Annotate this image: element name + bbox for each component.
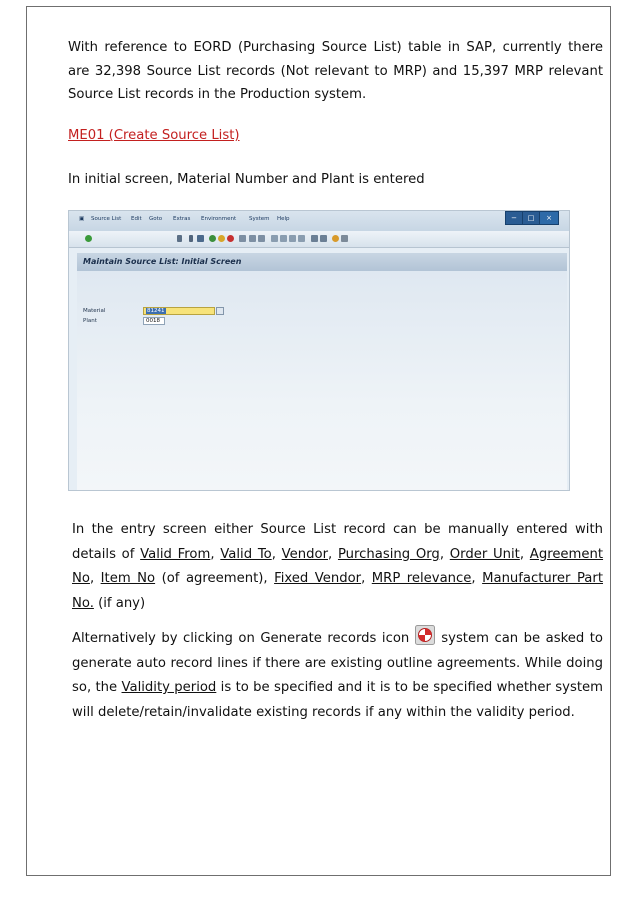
term-mrp-relevance: MRP relevance xyxy=(371,571,472,586)
new-session-icon[interactable] xyxy=(311,235,318,242)
intro-paragraph: With reference to EORD (Purchasing Source List) table in SAP, currently there are 32,398 Source List records (Not relevant to MRP) and 15,397 MRP relevant Source List records in the Production system. xyxy=(68,40,603,102)
shortcut-icon[interactable] xyxy=(320,235,327,242)
search-help-icon[interactable] xyxy=(216,307,224,315)
find-icon[interactable] xyxy=(249,235,256,242)
menu-extras[interactable]: Extras xyxy=(173,216,191,222)
back-arrow-icon[interactable] xyxy=(189,235,193,242)
minimize-icon[interactable]: − xyxy=(505,211,523,225)
sap-titlebar xyxy=(77,253,567,271)
next-page-icon[interactable] xyxy=(289,235,296,242)
enter-icon[interactable] xyxy=(85,235,92,242)
sap-toolbar xyxy=(69,231,569,248)
term-valid-from: Valid From xyxy=(140,546,211,562)
sap-screen-title: Maintain Source List: Initial Screen xyxy=(83,257,242,266)
menu-edit[interactable]: Edit xyxy=(131,216,142,222)
term-item-no: Item No xyxy=(100,571,156,586)
prev-page-icon[interactable] xyxy=(280,235,287,242)
term-purchasing-org: Purchasing Org xyxy=(337,546,440,562)
sap-menubar xyxy=(69,211,569,231)
save-icon[interactable] xyxy=(197,235,204,242)
menu-source-list[interactable]: Source List xyxy=(91,216,122,222)
alt-text-3: is to be specified and it is to be specified whether system will delete/retain/invalidate existing records if any within the validity period. xyxy=(72,680,603,720)
sep-9: , xyxy=(471,571,483,586)
menu-goto[interactable]: Goto xyxy=(149,216,163,222)
sep-7: (of agreement), xyxy=(155,571,275,586)
cancel-icon[interactable] xyxy=(227,235,234,242)
entry-text-end: (if any) xyxy=(93,595,146,611)
restore-icon[interactable]: □ xyxy=(522,211,540,225)
menu-system[interactable]: System xyxy=(249,216,270,222)
sap-menu-icon: ▣ xyxy=(79,216,85,222)
sep-2: , xyxy=(271,546,282,562)
menu-help[interactable]: Help xyxy=(277,216,290,222)
material-label: Material xyxy=(83,308,106,314)
material-input[interactable] xyxy=(143,307,215,315)
exit-icon[interactable] xyxy=(218,235,225,242)
help-icon[interactable] xyxy=(332,235,339,242)
section-heading-me01: ME01 (Create Source List) xyxy=(68,128,240,143)
alt-text-1: Alternatively by clicking on Generate records icon xyxy=(72,631,410,646)
sep-3: , xyxy=(328,546,338,562)
generate-records-icon[interactable] xyxy=(415,625,435,645)
sap-screenshot xyxy=(68,210,570,491)
plant-value: 0018 xyxy=(146,318,160,324)
alt-text-2: system can be asked to generate auto record lines if there are existing outline agreements. While doing so, the xyxy=(72,631,603,695)
sap-content-area xyxy=(77,271,567,491)
print-icon[interactable] xyxy=(239,235,246,242)
term-valid-to: Valid To xyxy=(220,546,272,562)
term-agreement-no: Agreement No xyxy=(72,546,604,586)
layout-icon[interactable] xyxy=(341,235,348,242)
first-page-icon[interactable] xyxy=(271,235,278,242)
term-manufacturer-part-no: Manufacturer Part No. xyxy=(72,571,603,611)
last-page-icon[interactable] xyxy=(298,235,305,242)
term-validity-period: Validity period xyxy=(121,680,217,695)
term-fixed-vendor: Fixed Vendor xyxy=(274,571,362,586)
material-value: 81241 xyxy=(147,308,165,314)
sep-1: , xyxy=(210,546,221,562)
plant-label: Plant xyxy=(83,318,97,324)
initial-screen-text: In initial screen, Material Number and Plant is entered xyxy=(68,172,425,187)
entry-text-1: In the entry screen either Source List record can be manually entered with details of xyxy=(72,522,603,562)
sep-8: , xyxy=(361,571,372,586)
term-vendor: Vendor xyxy=(281,546,328,562)
plant-input[interactable] xyxy=(143,317,165,325)
sep-6: , xyxy=(89,571,101,586)
term-order-unit: Order Unit xyxy=(449,546,520,562)
close-icon[interactable]: × xyxy=(539,211,559,225)
menu-environment[interactable]: Environment xyxy=(201,216,237,222)
find-next-icon[interactable] xyxy=(258,235,265,242)
sep-5: , xyxy=(519,546,530,562)
entry-screen-paragraph xyxy=(72,518,603,616)
alternative-paragraph xyxy=(72,627,603,725)
back-icon[interactable] xyxy=(209,235,216,242)
sep-4: , xyxy=(439,546,450,562)
chevron-down-icon[interactable] xyxy=(177,235,182,242)
